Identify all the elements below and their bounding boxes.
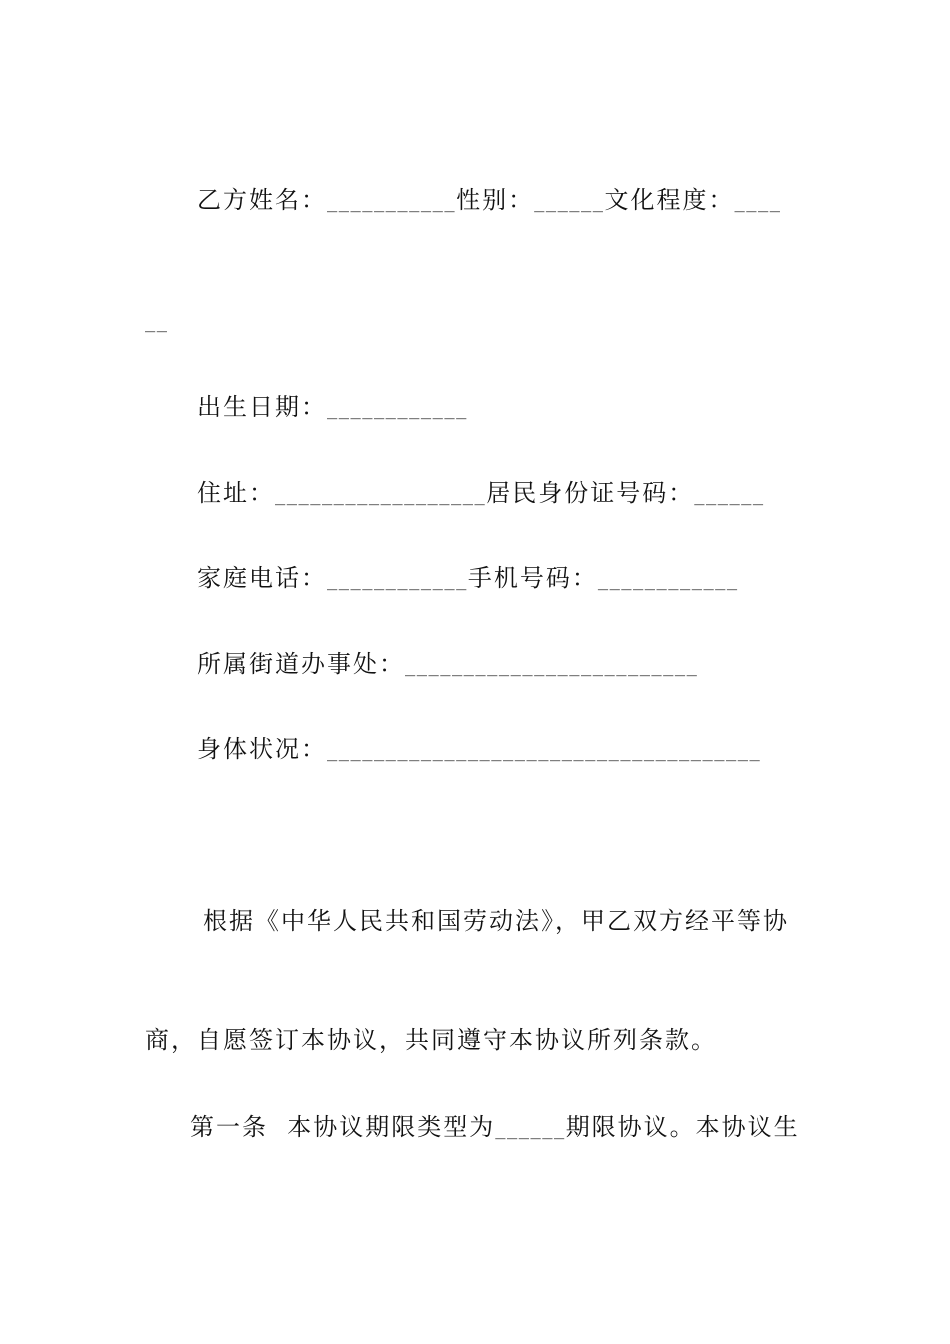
education-label: 文化程度： xyxy=(604,186,735,214)
education-blank-cont[interactable]: __ xyxy=(145,313,169,333)
birth-blank[interactable]: ____________ xyxy=(327,400,468,420)
office-line xyxy=(197,649,698,682)
article-1-text-a: 第一条 本协议期限类型为 xyxy=(190,1113,496,1141)
address-blank[interactable]: __________________ xyxy=(275,486,487,506)
name-label: 乙方姓名： xyxy=(197,186,327,214)
office-label: 所属街道办事处： xyxy=(197,650,405,678)
home-phone-blank[interactable]: ____________ xyxy=(327,571,468,591)
id-blank[interactable]: ______ xyxy=(694,486,765,506)
article-1-line xyxy=(190,1112,800,1145)
birth-line xyxy=(197,392,468,425)
health-blank[interactable]: _____________________________________ xyxy=(327,742,762,762)
paragraph-line-1: 根据《中华人民共和国劳动法》，甲乙双方经平等协 xyxy=(203,907,789,935)
education-blank-continued xyxy=(145,305,168,338)
address-label: 住址： xyxy=(197,479,275,507)
mobile-label: 手机号码： xyxy=(467,564,598,592)
article-1-text-b: 期限协议。本协议生 xyxy=(565,1113,800,1141)
gender-label: 性别： xyxy=(456,186,535,214)
phone-line xyxy=(197,563,739,596)
birth-label: 出生日期： xyxy=(197,393,327,421)
education-blank[interactable]: ____ xyxy=(734,193,782,213)
name-gender-education-line xyxy=(197,185,781,218)
gender-blank[interactable]: ______ xyxy=(534,193,605,213)
paragraph-line-2: 商，自愿签订本协议，共同遵守本协议所列条款。 xyxy=(145,1026,717,1054)
health-label: 身体状况： xyxy=(197,735,327,763)
address-id-line xyxy=(197,478,765,511)
article-1-blank[interactable]: ______ xyxy=(495,1120,566,1140)
health-line xyxy=(197,734,761,767)
id-label: 居民身份证号码： xyxy=(486,479,695,507)
office-blank[interactable]: _________________________ xyxy=(405,657,699,677)
name-blank[interactable]: ___________ xyxy=(327,193,457,213)
mobile-blank[interactable]: ____________ xyxy=(597,571,739,591)
home-phone-label: 家庭电话： xyxy=(197,564,327,592)
